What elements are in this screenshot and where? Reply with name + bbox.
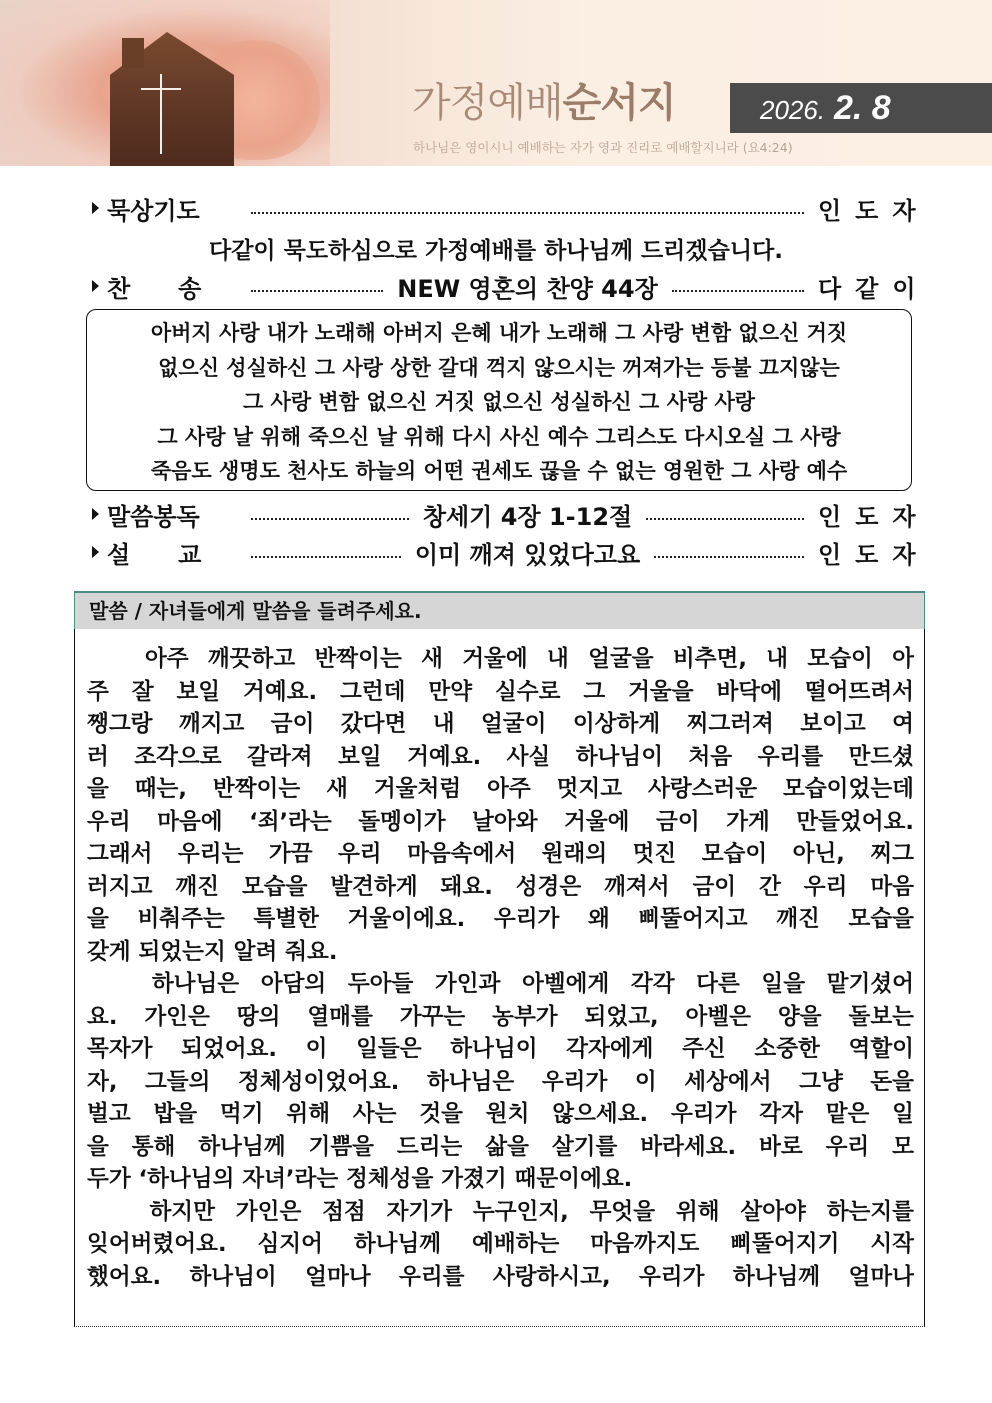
page-title [412, 78, 675, 128]
message-line: 요. 가인은 땅의 열매를 가꾸는 농부가 되었고, 아벨은 양을 돌보는 [87, 1003, 914, 1030]
lyrics-line: 그 사랑 날 위해 죽으신 날 위해 다시 사신 예수 그리스도 다시오실 그 사랑 [157, 424, 841, 449]
order-item-content: 창세기 4장 1-12절 [422, 502, 633, 531]
message-line: 벌고 밥을 먹기 위해 사는 것을 원치 않으세요. 우리가 각자 맡은 일 [87, 1101, 914, 1127]
order-row-silent-prayer [92, 190, 930, 226]
message-line: 을 때는, 반짝이는 새 거울처럼 아주 멋지고 사랑스러운 모습이었는데 [87, 776, 914, 802]
order-row-hymn [92, 268, 930, 304]
message-line: 러지고 깨진 모습을 발견하게 돼요. 성경은 깨져서 금이 간 우리 마음 [87, 873, 914, 900]
dotted-leader [672, 290, 804, 292]
lyrics-line: 죽음도 생명도 천사도 하늘의 어떤 권세도 끊을 수 없는 영원한 그 사랑 예수 [150, 459, 848, 483]
triangle-bullet-icon [92, 202, 99, 214]
dotted-leader [251, 556, 401, 558]
message-body [75, 629, 924, 1293]
message-line: 그래서 우리는 가끔 우리 마음속에서 원래의 멋진 모습이 아닌, 찌그 [87, 841, 914, 867]
order-item-name: 말씀봉독 [107, 502, 200, 531]
order-item-role: 인도자 [818, 502, 930, 531]
order-item-name: 묵상기도 [107, 196, 200, 225]
message-line: 자, 그들의 정체성이었어요. 하나님은 우리가 이 세상에서 그냥 돈을 [87, 1068, 914, 1095]
message-line: 우리 마음에 ‘죄’라는 돌멩이가 날아와 거울에 금이 가게 만들었어요. [87, 808, 914, 835]
message-line: 했어요. 하나님이 얼마나 우리를 사랑하시고, 우리가 하나님께 얼마나 [87, 1263, 914, 1290]
triangle-bullet-icon [92, 280, 99, 292]
message-line: 을 비춰주는 특별한 거울이에요. 우리가 왜 삐뚤어지고 깨진 모습을 [87, 906, 914, 932]
header-banner [0, 0, 992, 166]
date-text [760, 90, 891, 128]
dotted-leader [646, 518, 804, 520]
message-line: 하나님은 아담의 두아들 가인과 아벨에게 각각 다른 일을 맡기셨어 [87, 971, 914, 997]
title-light: 가정예배 [412, 80, 563, 126]
triangle-bullet-icon [92, 546, 99, 558]
cross-icon-bar [141, 88, 181, 90]
order-item-role: 인도자 [818, 540, 930, 569]
lyrics-line: 아버지 사랑 내가 노래해 아버지 은혜 내가 노래해 그 사랑 변함 없으신 거짓 [150, 321, 848, 345]
message-line: 주 잘 보일 거예요. 그런데 만약 실수로 그 거울을 바닥에 떨어뜨려서 [87, 678, 914, 705]
message-heading: 말씀 / 자녀들에게 말씀을 들려주세요. [74, 591, 925, 629]
date-badge [730, 83, 992, 133]
triangle-bullet-icon [92, 508, 99, 520]
dotted-leader [251, 290, 383, 292]
message-box [74, 591, 925, 1327]
dotted-leader [251, 212, 804, 214]
lyrics-line: 그 사랑 변함 없으신 거짓 없으신 성실하신 그 사랑 사랑 [242, 390, 756, 414]
message-line: 갖게 되었는지 알려 줘요. [87, 938, 338, 965]
date-month-day: 2. 8 [833, 89, 891, 127]
order-item-role: 인도자 [818, 196, 930, 225]
message-line: 을 통해 하나님께 기쁨을 드리는 삶을 살기를 바라세요. 바로 우리 모 [87, 1133, 914, 1160]
header-verse: 하나님은 영이시니 예배하는 자가 영과 진리로 예배할지니라 (요4:24) [413, 140, 793, 155]
title-bold: 순서지 [562, 80, 676, 126]
cross-icon [160, 74, 162, 154]
order-item-name: 설교 [107, 540, 250, 569]
dotted-leader [251, 518, 409, 520]
order-item-name: 찬송 [107, 274, 250, 303]
date-year: 2026. [760, 95, 826, 125]
message-line: 아주 깨끗하고 반짝이는 새 거울에 내 얼굴을 비추면, 내 모습이 아 [87, 646, 914, 672]
house-chimney [122, 38, 144, 68]
order-row-sermon [92, 534, 930, 570]
message-line: 잊어버렸어요. 심지어 하나님께 예배하는 마음까지도 삐뚤어지기 시작 [87, 1231, 914, 1257]
message-line: 두가 ‘하나님의 자녀’라는 정체성을 가졌기 때문이에요. [87, 1166, 633, 1192]
order-row-scripture-reading [92, 496, 930, 532]
message-line: 러 조각으로 갈라져 보일 거예요. 사실 하나님이 처음 우리를 만드셨 [87, 743, 914, 770]
lyrics-line: 없으신 성실하신 그 사랑 상한 갈대 꺽지 않으시는 꺼져가는 등불 끄지않는 [158, 355, 840, 380]
message-line: 목자가 되었어요. 이 일들은 하나님이 각자에게 주신 소중한 역할이 [87, 1036, 914, 1062]
message-line: 쨍그랑 깨지고 금이 갔다면 내 얼굴이 이상하게 찌그러져 보이고 여 [87, 711, 914, 737]
opening-prayer-text: 다같이 묵도하심으로 가정예배를 하나님께 드리겠습니다. [209, 238, 783, 264]
message-line: 하지만 가인은 점점 자기가 누구인지, 무엇을 위해 살아야 하는지를 [87, 1198, 914, 1225]
hymn-lyrics-box [86, 309, 912, 491]
order-item-role: 다같이 [818, 274, 930, 303]
order-item-content: NEW 영혼의 찬양 44장 [397, 274, 658, 303]
order-item-content: 이미 깨져 있었다고요 [414, 540, 641, 569]
dotted-leader [654, 556, 804, 558]
